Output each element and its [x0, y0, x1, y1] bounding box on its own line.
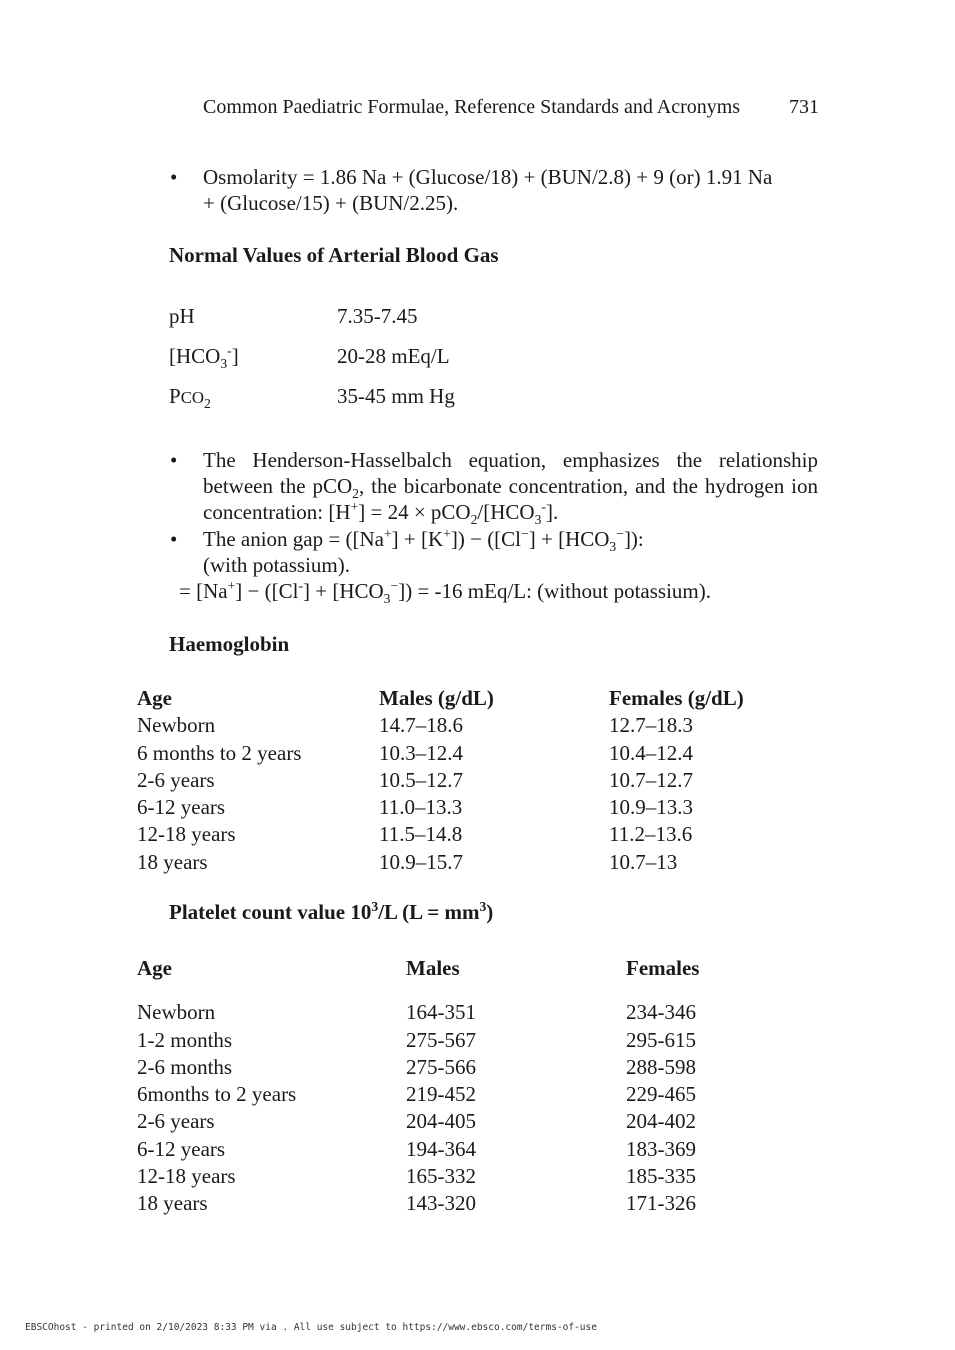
- page-number: 731: [789, 96, 819, 118]
- table-row: [137, 1054, 766, 1081]
- table-row: [137, 767, 769, 794]
- column-header: Age: [137, 956, 172, 980]
- abg-value: 35-45 mm Hg: [337, 384, 455, 408]
- table-row: [137, 1027, 766, 1054]
- table-cell: 6 months to 2 years: [137, 740, 302, 765]
- bullet-icon: •: [170, 448, 178, 472]
- table-cell: Newborn: [137, 1000, 216, 1025]
- bullet-icon: •: [170, 527, 178, 551]
- table-cell: 10.3–12.4: [379, 740, 463, 765]
- osmolarity-line-1: Osmolarity = 1.86 Na + (Glucose/18) + (BUN/2.8) + 9 (or) 1.91 Na: [203, 165, 773, 189]
- table-cell: 11.0–13.3: [379, 795, 463, 820]
- platelet-heading: Platelet count value $10^3/L$ $(L = mm^3)$: [169, 899, 494, 924]
- table-cell: 10.5–12.7: [379, 767, 463, 792]
- table-cell: 10.9–15.7: [379, 849, 463, 874]
- table-cell: 6-12 years: [137, 795, 226, 820]
- anion-gap-line-2: (with potassium).: [203, 553, 350, 577]
- table-row: [137, 712, 769, 739]
- osmolarity-line-2: + (Glucose/15) + (BUN/2.25).: [203, 191, 459, 215]
- table-row: [137, 1136, 766, 1163]
- table-cell: 18 years: [137, 1191, 208, 1216]
- haemoglobin-table: [137, 685, 769, 876]
- table-row: [137, 1190, 766, 1217]
- abg-heading: Normal Values of Arterial Blood Gas: [169, 243, 499, 267]
- abg-label: $[HCO_3^-]$: [169, 343, 239, 372]
- table-cell: 171-326: [626, 1191, 696, 1216]
- haemoglobin-heading: Haemoglobin: [169, 632, 290, 656]
- table-cell: 143-320: [406, 1191, 476, 1216]
- column-header: Males (g/dL): [379, 686, 494, 710]
- table-cell: 12-18 years: [137, 822, 236, 847]
- table-cell: 11.2–13.6: [609, 822, 693, 847]
- table-cell: 14.7–18.6: [379, 713, 463, 738]
- table-cell: 12-18 years: [137, 1164, 236, 1189]
- table-row: [137, 999, 766, 1026]
- table-cell: 165-332: [406, 1164, 476, 1189]
- anion-gap-line-1: The anion gap = $([Na^+] + [K^+]) - ([Cl^-] + [HCO_3^-])$:: [203, 526, 644, 555]
- table-row: [137, 1108, 766, 1135]
- table-cell: 204-402: [626, 1109, 696, 1134]
- table-row: [137, 1081, 766, 1108]
- table-cell: 194-364: [406, 1136, 476, 1161]
- table-cell: 204-405: [406, 1109, 476, 1134]
- table-row: [137, 821, 769, 848]
- column-header: Females (g/dL): [609, 686, 744, 710]
- table-cell: 1-2 months: [137, 1027, 233, 1052]
- running-header: Common Paediatric Formulae, Reference Standards and Acronyms: [203, 96, 741, 118]
- table-header-row: [137, 685, 769, 712]
- table-cell: 6-12 years: [137, 1136, 226, 1161]
- table-cell: 275-567: [406, 1027, 476, 1052]
- footer-notice: EBSCOhost - printed on 2/10/2023 8:33 PM via . All use subject to https://www.ebsco.com/terms-of-use: [25, 1322, 597, 1333]
- table-cell: 219-452: [406, 1082, 476, 1107]
- henderson-text: The Henderson-Hasselbalch equation, emphasizes the relationship between the pCO$_2$, the bicarbonate concentration, and the hydrogen ion concentration: $[H^+] = 24 \times pCO_2/[HCO_3^-]$.: [203, 448, 818, 528]
- table-row: [137, 1163, 766, 1190]
- table-cell: 234-346: [626, 1000, 696, 1025]
- table-cell: 164-351: [406, 1000, 476, 1025]
- abg-value: 20-28 mEq/L: [337, 344, 450, 368]
- table-cell: 10.7–12.7: [609, 767, 693, 792]
- table-cell: 6months to 2 years: [137, 1082, 297, 1107]
- table-cell: 2-6 months: [137, 1054, 233, 1079]
- column-header: Males: [406, 956, 460, 980]
- table-row: [137, 849, 769, 876]
- table-cell: 185-335: [626, 1164, 696, 1189]
- table-row: [137, 794, 769, 821]
- table-cell: 10.4–12.4: [609, 740, 693, 765]
- table-cell: 18 years: [137, 849, 208, 874]
- table-cell: 11.5–14.8: [379, 822, 463, 847]
- osmolarity-bullet: [170, 164, 823, 216]
- table-cell: 288-598: [626, 1054, 696, 1079]
- table-header-row: [137, 955, 766, 999]
- column-header: Age: [137, 686, 172, 710]
- table-cell: 10.7–13: [609, 849, 678, 874]
- platelet-table: [137, 955, 766, 1218]
- table-cell: 12.7–18.3: [609, 713, 693, 738]
- anion-gap-bullet: [170, 526, 818, 578]
- table-cell: 2-6 years: [137, 767, 215, 792]
- table-cell: 10.9–13.3: [609, 795, 693, 820]
- table-cell: 2-6 years: [137, 1109, 215, 1134]
- anion-gap-line-3: = $[Na^+] - ([Cl^-] + [HCO_3^-]) = -16$ mEq/L: (without potassium).: [179, 578, 712, 607]
- table-cell: 183-369: [626, 1136, 696, 1161]
- abg-label: $PCO_2$: [169, 384, 211, 412]
- table-row: [137, 740, 769, 767]
- column-header: Females: [626, 956, 700, 980]
- table-cell: 275-566: [406, 1054, 476, 1079]
- henderson-bullet: [170, 447, 818, 528]
- abg-value: 7.35-7.45: [337, 304, 418, 328]
- bullet-icon: •: [170, 165, 178, 189]
- table-cell: Newborn: [137, 713, 216, 738]
- table-cell: 229-465: [626, 1082, 696, 1107]
- table-cell: 295-615: [626, 1027, 696, 1052]
- abg-label: pH: [169, 304, 195, 328]
